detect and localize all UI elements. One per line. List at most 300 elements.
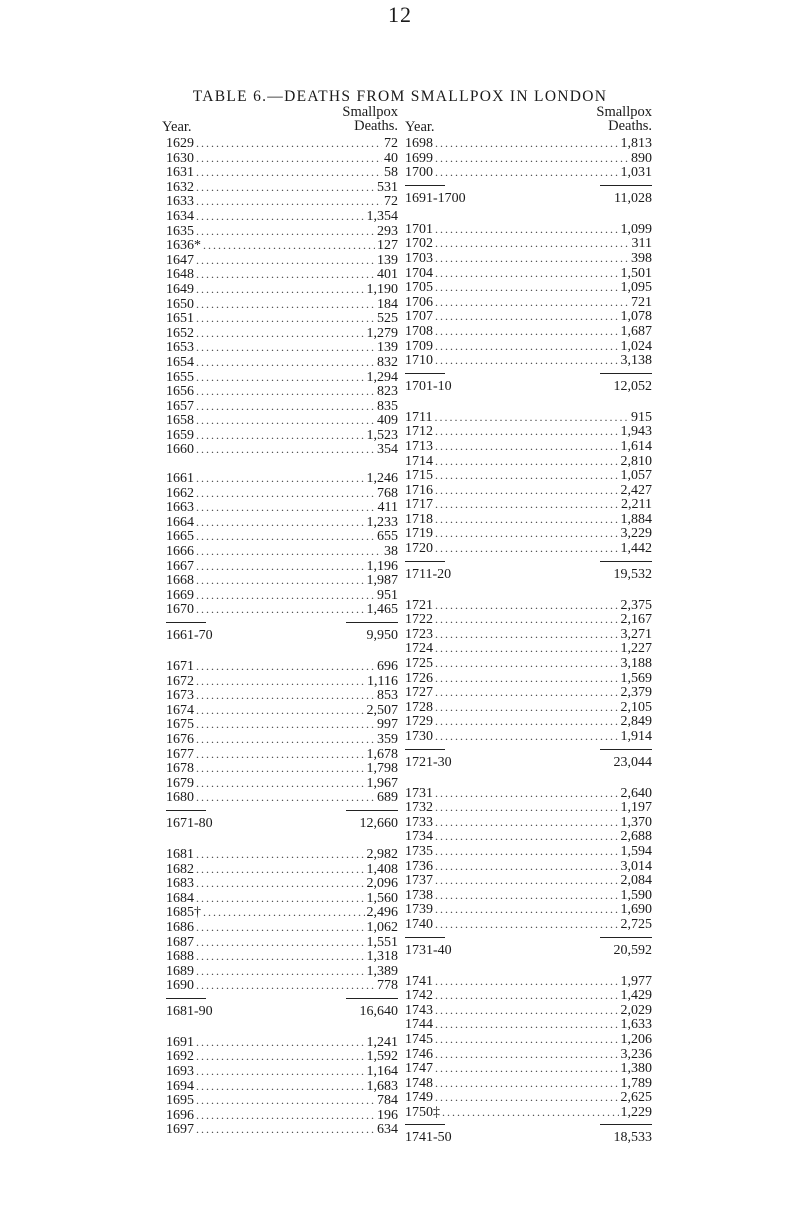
table-row [405,917,652,932]
table-row [166,1064,398,1079]
table-row [405,714,652,729]
leader-dots [435,844,619,859]
deaths-cell: 1,560 [366,890,398,906]
leader-dots [435,612,619,627]
table-row [166,674,398,689]
year-cell: 1726 [405,670,433,686]
deaths-cell: 1,318 [366,949,398,965]
year-cell: 1745 [405,1031,433,1047]
decade-range-cell: 1741-50 [405,1130,452,1146]
year-cell: 1650 [166,296,194,312]
table-row [166,297,398,312]
year-cell: 1671 [166,659,194,674]
table-row [405,1105,652,1120]
year-cell: 1729 [405,714,433,730]
year-cell: 1677 [166,746,194,762]
table-row [405,685,652,700]
deaths-cell: 689 [377,790,398,806]
table-row [405,729,652,744]
year-cell: 1635 [166,223,194,239]
table-row [166,340,398,355]
spacer [166,457,398,471]
year-cell: 1740 [405,916,433,932]
table-row [166,920,398,935]
leader-dots [435,641,619,656]
deaths-cell: 1,687 [620,323,652,339]
leader-dots [196,413,375,428]
table-row [405,641,652,656]
year-cell: 1629 [166,136,194,151]
deaths-cell: 1,380 [620,1061,652,1077]
deaths-cell: 2,725 [620,916,652,932]
leader-dots [435,656,619,671]
deaths-header-line2: Deaths. [354,118,398,134]
deaths-cell: 1,241 [366,1034,398,1050]
deaths-cell: 2,379 [620,685,652,701]
deaths-cell: 1,943 [620,424,652,440]
spacer [405,960,652,974]
year-cell: 1702 [405,236,433,252]
year-cell: 1708 [405,323,433,339]
deaths-cell: 72 [384,136,398,151]
table-row [405,309,652,324]
leader-dots [435,353,619,368]
leader-dots [435,339,619,354]
year-cell: 1747 [405,1061,433,1077]
deaths-cell: 1,977 [620,973,652,989]
table-row [166,747,398,762]
deaths-cell: 1,594 [620,843,652,859]
leader-dots [196,370,365,385]
leader-dots [196,790,375,805]
year-cell: 1737 [405,873,433,889]
table-row [166,905,398,920]
table-row [166,659,398,674]
spacer [166,645,398,659]
leader-dots [196,688,375,703]
decade-range-cell: 1701-10 [405,378,452,394]
total-rule [166,993,398,1003]
table-row [405,541,652,556]
leader-dots [196,326,365,341]
spacer [166,833,398,847]
leader-dots [435,902,619,917]
table-row [166,935,398,950]
deaths-cell: 1,370 [620,814,652,830]
table-row [166,559,398,574]
leader-dots [196,717,375,732]
deaths-cell: 184 [377,296,398,312]
rule-line-left [405,1124,445,1125]
table-row [166,544,398,559]
year-cell: 1703 [405,250,433,266]
table-row [405,974,652,989]
deaths-cell: 1,227 [620,641,652,657]
year-cell: 1632 [166,179,194,195]
table-row [405,656,652,671]
deaths-cell: 196 [377,1107,398,1123]
deaths-cell: 2,167 [620,612,652,628]
leader-dots [196,355,375,370]
year-cell: 1734 [405,829,433,845]
table-row [166,370,398,385]
deaths-cell: 1,690 [620,902,652,918]
leader-dots [196,949,365,964]
table-row [405,497,652,512]
leader-dots [196,267,375,282]
decade-total-cell: 11,028 [614,190,652,206]
year-cell: 1667 [166,558,194,574]
leader-dots [196,978,375,993]
leader-dots [196,399,375,414]
left-table-column [162,104,398,1138]
leader-dots [435,497,619,512]
deaths-cell: 1,429 [620,988,652,1004]
deaths-cell: 721 [631,294,652,310]
year-cell: 1670 [166,602,194,618]
deaths-cell: 1,884 [620,511,652,527]
deaths-cell: 696 [377,659,398,674]
table-row [405,1061,652,1076]
year-cell: 1709 [405,338,433,354]
deaths-cell: 853 [377,688,398,704]
year-cell: 1631 [166,165,194,181]
decade-range-cell: 1691-1700 [405,190,466,206]
year-cell: 1700 [405,165,433,181]
leader-dots [435,988,619,1003]
table-row [405,151,652,166]
year-cell: 1696 [166,1107,194,1123]
deaths-cell: 823 [377,384,398,400]
table-row [166,717,398,732]
year-cell: 1705 [405,280,433,296]
rule-line-right [600,561,652,562]
decade-range-cell: 1731-40 [405,942,452,958]
table-row [166,442,398,457]
table-row [166,238,398,253]
leader-dots [435,324,619,339]
year-cell: 1694 [166,1078,194,1094]
deaths-cell: 1,206 [620,1031,652,1047]
year-cell: 1711 [405,409,433,425]
year-cell: 1741 [405,973,433,989]
year-cell: 1749 [405,1090,433,1106]
table-row [166,500,398,515]
deaths-cell: 2,640 [620,785,652,801]
leader-dots [196,1035,365,1050]
decade-total-row [405,190,652,208]
spacer [405,208,652,222]
leader-dots [196,1064,365,1079]
deaths-cell: 311 [631,236,652,252]
table-row [405,353,652,368]
deaths-cell: 1,408 [366,861,398,877]
rule-line-left [405,561,445,562]
table-row [405,1017,652,1032]
table-row [166,428,398,443]
deaths-header-line2: Deaths. [608,118,652,134]
year-cell: 1723 [405,626,433,642]
table-row [166,326,398,341]
deaths-cell: 1,914 [620,729,652,744]
table-row [405,1076,652,1091]
year-cell: 1663 [166,500,194,516]
rule-line-right [600,937,652,938]
leader-dots [196,776,365,791]
leader-dots [196,297,375,312]
leader-dots [196,311,375,326]
total-rule [405,744,652,754]
decade-total-cell: 19,532 [613,566,652,582]
table-row [405,295,652,310]
leader-dots [435,1076,619,1091]
right-table-body [405,136,652,1147]
deaths-cell: 531 [377,179,398,195]
leader-dots [196,471,365,486]
spacer [405,584,652,598]
leader-dots [196,703,365,718]
deaths-cell: 1,389 [366,963,398,979]
leader-dots [435,280,619,295]
leader-dots [435,829,619,844]
leader-dots [196,876,365,891]
deaths-cell: 2,096 [366,876,398,892]
decade-total-row [166,815,398,833]
leader-dots [196,1079,365,1094]
table-row [166,1108,398,1123]
leader-dots [435,136,619,151]
table-row [166,515,398,530]
rule-line-right [600,185,652,186]
table-row [405,700,652,715]
deaths-cell: 1,569 [620,670,652,686]
deaths-cell: 778 [377,978,398,994]
leader-dots [196,486,375,501]
leader-dots [435,251,629,266]
deaths-cell: 1,197 [620,800,652,816]
leader-dots [435,1061,619,1076]
spacer [405,772,652,786]
decade-range-cell: 1671-80 [166,815,213,831]
table-row [166,1035,398,1050]
leader-dots [196,920,365,935]
table-row [405,236,652,251]
year-cell: 1721 [405,597,433,613]
table-row [166,1093,398,1108]
table-row [166,1079,398,1094]
decade-total-cell: 9,950 [366,628,398,643]
year-cell: 1664 [166,514,194,530]
deaths-cell: 1,078 [620,309,652,325]
rule-line-left [405,937,445,938]
leader-dots [435,454,619,469]
year-cell: 1736 [405,858,433,874]
leader-dots [435,917,619,932]
deaths-cell: 1,279 [366,325,398,341]
leader-dots [196,659,375,674]
year-cell: 1695 [166,1093,194,1109]
year-cell: 1686 [166,919,194,935]
year-cell: 1688 [166,949,194,965]
year-cell: 1685† [166,905,201,921]
leader-dots [435,700,619,715]
table-row [166,703,398,718]
deaths-cell: 2,427 [620,482,652,498]
deaths-cell: 1,294 [366,369,398,385]
leader-dots [435,1003,619,1018]
year-cell: 1731 [405,785,433,801]
deaths-cell: 1,590 [620,887,652,903]
table-row [166,876,398,891]
left-column-header [162,104,398,136]
table-row [405,410,652,425]
table-title: TABLE 6.—DEATHS FROM SMALLPOX IN LONDON [192,88,608,105]
deaths-cell: 2,029 [620,1002,652,1018]
leader-dots [435,483,619,498]
table-row [166,602,398,617]
year-cell: 1630 [166,150,194,166]
deaths-cell: 1,190 [366,281,398,297]
year-cell: 1658 [166,413,194,429]
table-row [405,324,652,339]
deaths-cell: 1,024 [620,338,652,354]
left-table-body [166,136,398,1137]
right-table-column [405,104,652,1147]
rule-line-right [346,622,398,623]
leader-dots [435,714,619,729]
table-row [166,355,398,370]
deaths-cell: 58 [384,165,398,181]
deaths-cell: 139 [377,340,398,356]
year-cell: 1674 [166,702,194,718]
leader-dots [196,544,382,559]
decade-total-row [405,942,652,960]
leader-dots [435,151,629,166]
table-row [405,454,652,469]
leader-dots [435,1017,619,1032]
leader-dots [435,468,619,483]
year-cell: 1733 [405,814,433,830]
deaths-cell: 354 [377,442,398,458]
table-row [166,964,398,979]
year-cell: 1676 [166,731,194,747]
table-row [166,891,398,906]
leader-dots [435,1032,619,1047]
deaths-cell: 1,354 [366,208,398,224]
table-row [166,1122,398,1137]
leader-dots [203,905,365,920]
year-cell: 1654 [166,354,194,370]
leader-dots [196,180,375,195]
decade-total-cell: 12,052 [613,378,652,394]
table-row [405,1032,652,1047]
year-cell: 1706 [405,294,433,310]
year-cell: 1719 [405,526,433,542]
table-row [166,194,398,209]
deaths-cell: 1,031 [620,165,652,181]
deaths-cell: 997 [377,717,398,733]
table-row [405,612,652,627]
year-cell: 1683 [166,876,194,892]
year-cell: 1691 [166,1034,194,1050]
decade-range-cell: 1661-70 [166,628,213,643]
year-cell: 1743 [405,1002,433,1018]
table-row [166,151,398,166]
year-cell: 1697 [166,1122,194,1138]
leader-dots [435,309,619,324]
rule-line-right [346,810,398,811]
rule-line-left [405,373,445,374]
total-rule [166,805,398,815]
rule-line-left [405,185,445,186]
deaths-cell: 2,375 [620,597,652,613]
year-cell: 1717 [405,497,433,513]
leader-dots [196,573,365,588]
year-cell: 1707 [405,309,433,325]
year-cell: 1730 [405,729,433,744]
deaths-cell: 3,229 [620,526,652,542]
year-cell: 1633 [166,194,194,210]
leader-dots [434,410,629,425]
spacer [405,396,652,410]
deaths-cell: 72 [384,194,398,210]
year-cell: 1727 [405,685,433,701]
deaths-cell: 3,271 [620,626,652,642]
table-row [405,902,652,917]
table-row [166,180,398,195]
year-cell: 1678 [166,761,194,777]
leader-dots [196,194,382,209]
leader-dots [435,439,619,454]
table-row [405,1003,652,1018]
deaths-cell: 915 [631,409,652,425]
table-row [166,224,398,239]
year-cell: 1652 [166,325,194,341]
deaths-cell: 1,501 [620,265,652,281]
table-row [405,829,652,844]
decade-total-cell: 12,660 [359,815,398,831]
deaths-cell: 951 [377,587,398,603]
year-cell: 1668 [166,573,194,589]
year-cell: 1725 [405,656,433,672]
year-cell: 1669 [166,587,194,603]
total-rule [166,617,398,627]
deaths-cell: 2,982 [366,846,398,862]
page-number: 12 [388,2,412,27]
year-cell: 1673 [166,688,194,704]
year-cell: 1699 [405,150,433,166]
year-cell: 1746 [405,1046,433,1062]
deaths-cell: 784 [377,1093,398,1109]
spacer [166,1021,398,1035]
year-cell: 1750‡ [405,1104,440,1120]
leader-dots [196,224,375,239]
table-row [166,978,398,993]
table-row [166,761,398,776]
leader-dots [196,588,375,603]
leader-dots [435,541,619,556]
deaths-cell: 1,229 [620,1104,652,1120]
table-row [166,165,398,180]
table-row [405,988,652,1003]
leader-dots [435,1047,619,1062]
total-rule [405,932,652,942]
total-rule [405,180,652,190]
table-row [166,847,398,862]
deaths-cell: 1,813 [620,136,652,151]
table-row [166,776,398,791]
table-row [405,280,652,295]
